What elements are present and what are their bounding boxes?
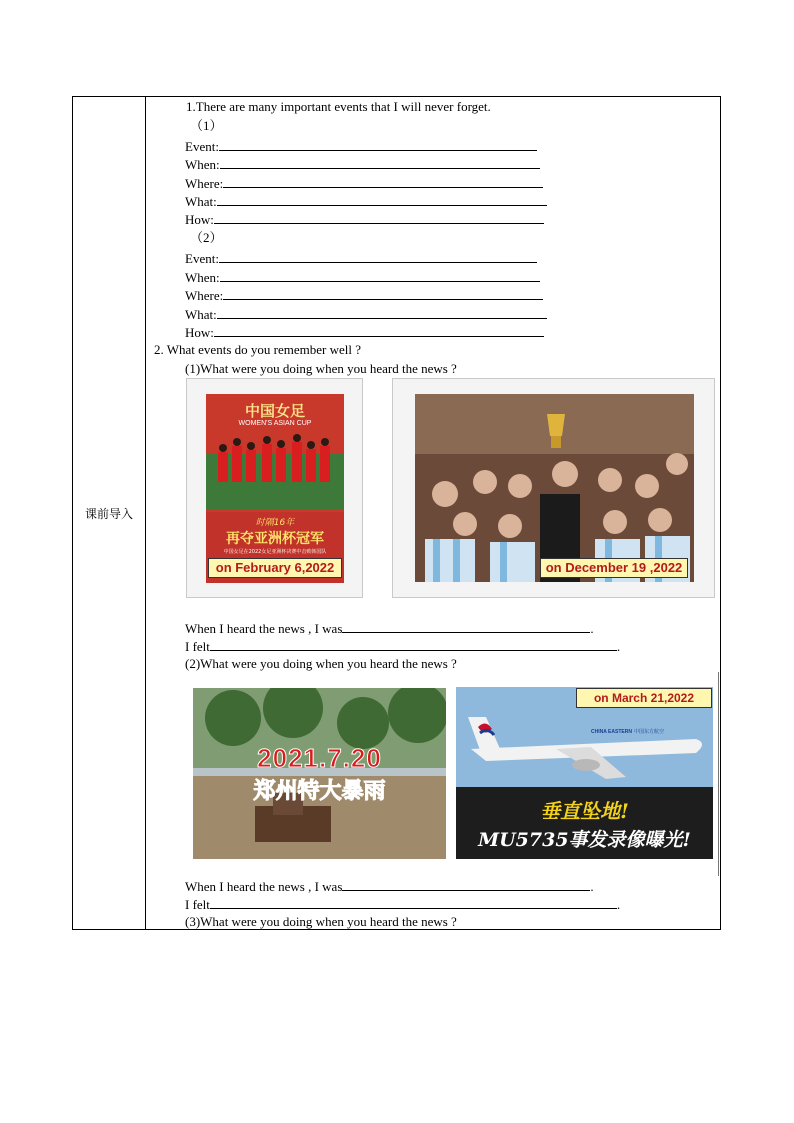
- q1-p1-where: Where:: [185, 175, 543, 192]
- image-caption-big: 再夺亚洲杯冠军: [226, 531, 324, 547]
- q1-p1-how: How:: [185, 211, 544, 228]
- row-label: 课前导入: [84, 507, 133, 521]
- rainstorm-title: 郑州特大暴雨: [253, 779, 386, 804]
- column-divider: [145, 97, 146, 929]
- answer-line[interactable]: [210, 896, 617, 909]
- q2-sub1-prompt: (1)What were you doing when you heard the news ?: [185, 361, 457, 376]
- answer-line[interactable]: [223, 175, 543, 188]
- q2-sub2-heard: When I heard the news , I was .: [185, 879, 594, 894]
- q1-p2-what: What:: [185, 306, 547, 323]
- q2-sub2-felt: I felt .: [185, 897, 621, 912]
- q1-p1-when: When:: [185, 156, 540, 173]
- mu5735-image: [456, 687, 713, 859]
- answer-line[interactable]: [214, 324, 544, 337]
- answer-line[interactable]: [342, 620, 590, 633]
- q1-p2-how: How:: [185, 324, 544, 341]
- q1-p1-event: Event:: [185, 138, 537, 155]
- zhengzhou-rainstorm-image: [193, 688, 446, 859]
- rainstorm-date: 2021.7.20: [257, 743, 382, 773]
- q1-part2-number: （2）: [190, 230, 223, 245]
- q1-p1-what: What:: [185, 193, 547, 210]
- q1-p2-when: When:: [185, 269, 540, 286]
- answer-line[interactable]: [217, 193, 547, 206]
- image-title: 中国女足: [244, 402, 305, 420]
- q2-sub1-felt: I felt .: [185, 639, 621, 654]
- q2-sub3-prompt: (3)What were you doing when you heard the news ?: [185, 914, 457, 929]
- q1-p2-event: Event:: [185, 250, 537, 267]
- q1-part1-number: （1）: [190, 118, 223, 133]
- answer-line[interactable]: [342, 878, 590, 891]
- womens-asian-cup-image: [206, 394, 344, 583]
- q1-p2-where: Where:: [185, 287, 543, 304]
- q1-title: 1.There are many important events that I will never forget.: [186, 99, 491, 114]
- answer-line[interactable]: [223, 287, 543, 300]
- answer-line[interactable]: [220, 269, 540, 282]
- answer-line[interactable]: [220, 156, 540, 169]
- image-date-label: on February 6,2022: [208, 558, 342, 578]
- airline-name: CHINA EASTERN: [591, 729, 632, 735]
- crash-caption-2: MU5735事发录像曝光!: [478, 829, 691, 851]
- q2-title: 2. What events do you remember well ?: [154, 342, 361, 357]
- argentina-world-cup-image: [415, 394, 694, 582]
- image-date-label: on December 19 ,2022: [540, 558, 688, 578]
- answer-line[interactable]: [214, 211, 544, 224]
- answer-line[interactable]: [210, 638, 617, 651]
- q2-sub1-heard: When I heard the news , I was .: [185, 621, 594, 636]
- image-footnote: 中国女足在2022女足亚洲杯决赛中击败韩国队: [223, 549, 327, 555]
- divider: [718, 672, 719, 876]
- answer-line[interactable]: [219, 138, 537, 151]
- answer-line[interactable]: [219, 250, 537, 263]
- crash-caption-1: 垂直坠地!: [540, 799, 629, 823]
- image-caption-small: 时隔16年: [255, 518, 295, 528]
- image-subtitle: WOMEN'S ASIAN CUP: [238, 420, 312, 427]
- image-date-label: on March 21,2022: [576, 688, 712, 708]
- q2-sub2-prompt: (2)What were you doing when you heard the news ?: [185, 656, 457, 671]
- answer-line[interactable]: [217, 306, 547, 319]
- airline-name-cn: 中国东方航空: [634, 729, 665, 735]
